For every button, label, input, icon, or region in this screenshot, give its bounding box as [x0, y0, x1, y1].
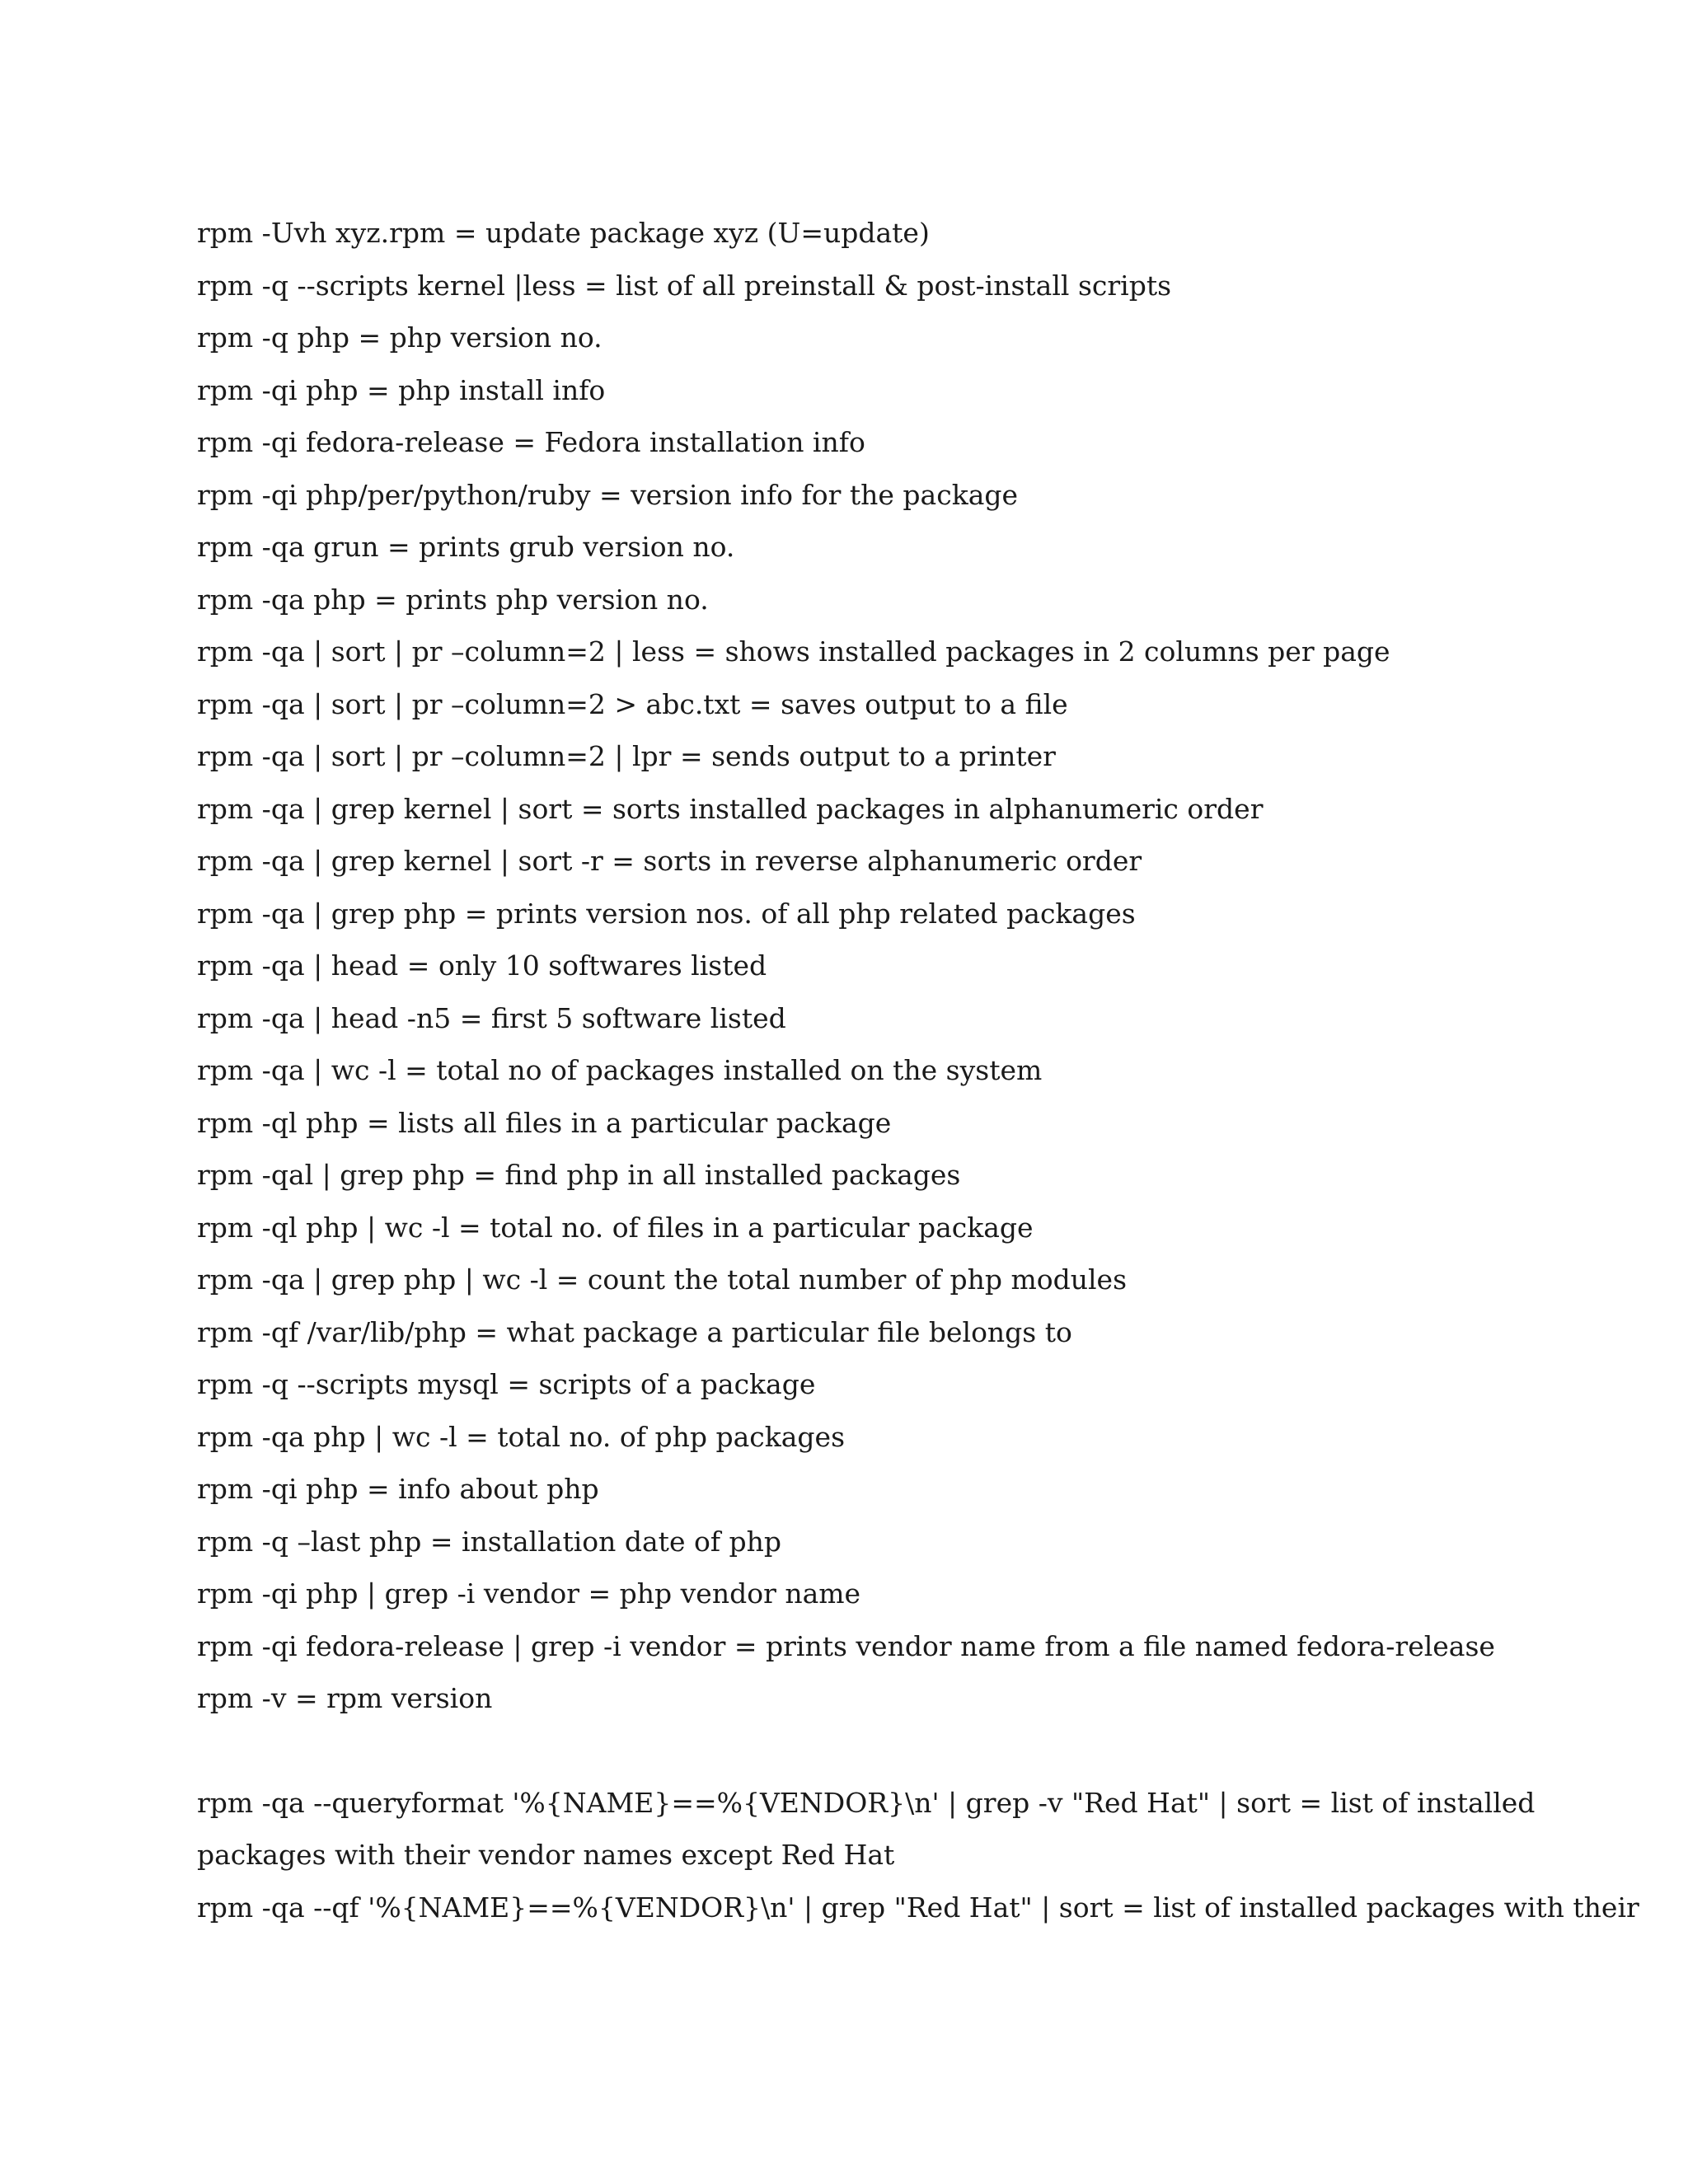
command-line: rpm -qi php/per/python/ruby = version info for the package — [197, 478, 1019, 511]
command-line: rpm -v = rpm version — [197, 1682, 493, 1714]
command-line: rpm -q --scripts kernel |less = list of all preinstall & post-install scripts — [197, 269, 1172, 302]
command-line: rpm -Uvh xyz.rpm = update package xyz (U=update) — [197, 217, 930, 249]
command-line: rpm -qa | grep php = prints version nos. of all php related packages — [197, 897, 1136, 930]
command-line: rpm -qi php = info about php — [197, 1473, 599, 1505]
command-line: rpm -q –last php = installation date of php — [197, 1525, 782, 1558]
command-line: rpm -qa | sort | pr –column=2 | less = shows installed packages in 2 columns per page — [197, 635, 1390, 668]
command-line: rpm -qa | wc -l = total no of packages installed on the system — [197, 1054, 1043, 1086]
command-line: rpm -qa --queryformat '%{NAME}==%{VENDOR}\n' | grep -v "Red Hat" | sort = list of installed — [197, 1786, 1536, 1819]
command-line: rpm -qi php = php install info — [197, 373, 606, 406]
command-line: rpm -qa | sort | pr –column=2 > abc.txt = saves output to a file — [197, 687, 1068, 720]
command-line: rpm -q --scripts mysql = scripts of a package — [197, 1368, 816, 1400]
command-list — [197, 212, 1664, 1938]
command-line: rpm -ql php = lists all files in a particular package — [197, 1106, 892, 1139]
command-line: rpm -qa php | wc -l = total no. of php packages — [197, 1420, 846, 1453]
command-line: rpm -ql php | wc -l = total no. of files in a particular package — [197, 1211, 1034, 1244]
command-line: rpm -qa | grep kernel | sort -r = sorts in reverse alphanumeric order — [197, 845, 1142, 877]
command-line: rpm -qa | grep kernel | sort = sorts installed packages in alphanumeric order — [197, 792, 1264, 825]
command-line: rpm -qf /var/lib/php = what package a particular file belongs to — [197, 1315, 1072, 1348]
command-line: rpm -qa | grep php | wc -l = count the total number of php modules — [197, 1263, 1128, 1296]
command-line: rpm -qi php | grep -i vendor = php vendor name — [197, 1577, 861, 1610]
command-line: rpm -qa php = prints php version no. — [197, 583, 709, 616]
command-line: rpm -qa | head = only 10 softwares listed — [197, 949, 767, 982]
command-line: rpm -qa | sort | pr –column=2 | lpr = sends output to a printer — [197, 740, 1056, 772]
command-line: rpm -qi fedora-release = Fedora installation info — [197, 426, 865, 458]
command-line: rpm -qi fedora-release | grep -i vendor = prints vendor name from a file named fedora-release — [197, 1629, 1495, 1662]
command-line: rpm -q php = php version no. — [197, 321, 603, 354]
command-line: rpm -qa --qf '%{NAME}==%{VENDOR}\n' | grep "Red Hat" | sort = list of installed packages with their — [197, 1891, 1639, 1924]
command-line: rpm -qal | grep php = find php in all installed packages — [197, 1159, 961, 1191]
command-line: rpm -qa | head -n5 = first 5 software listed — [197, 1001, 786, 1034]
command-line: packages with their vendor names except Red Hat — [197, 1839, 895, 1871]
command-line: rpm -qa grun = prints grub version no. — [197, 531, 735, 563]
